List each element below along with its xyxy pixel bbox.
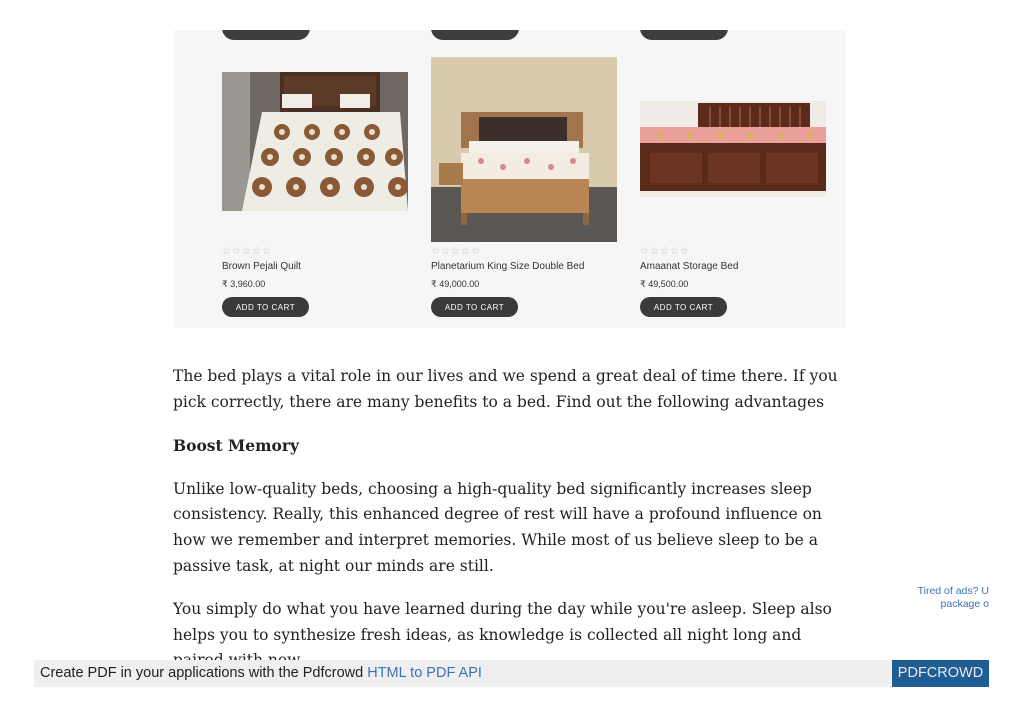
article-paragraph: Unlike low-quality beds, choosing a high-quality bed significantly increases sleep consistency. Really, this enhanced degree of rest will have a profound influence on how we remember and interpret memories. While most of us believe sleep to be a passive task, at night our minds are still. [173,479,822,575]
product-price: ₹ 49,500.00 [640,279,689,289]
product-name[interactable]: Planetarium King Size Double Bed [431,261,585,272]
article-intro: The bed plays a vital role in our lives and we spend a great deal of time there. If you pick correctly, there are many benefits to a bed. Find out the following advantages [173,367,838,411]
king-bed-image[interactable] [431,57,617,242]
product-card[interactable] [431,30,617,328]
html-to-pdf-api-link[interactable]: HTML to PDF API [367,665,482,681]
add-to-cart-button[interactable]: ADD TO CART [222,297,309,317]
pdfcrowd-brand-button[interactable]: PDFCROWD [892,660,989,687]
product-name[interactable]: Brown Pejali Quilt [222,261,301,272]
rating-stars: ☆☆☆☆☆ [431,246,481,257]
add-to-cart-button[interactable]: ADD TO CART [640,297,727,317]
add-to-cart-button[interactable]: ADD TO CART [431,297,518,317]
product-price: ₹ 49,000.00 [431,279,480,289]
product-grid [174,30,846,328]
footer-text [40,665,482,681]
rating-stars: ☆☆☆☆☆ [222,246,272,257]
product-card[interactable] [640,30,826,328]
ad-removal-note[interactable] [905,585,989,611]
product-card[interactable] [222,30,408,328]
section-heading: Boost Memory [173,436,299,456]
storage-bed-image[interactable] [640,101,826,197]
product-price: ₹ 3,960.00 [222,279,266,289]
article-paragraph: You simply do what you have learned during the day while you're asleep. Sleep also helps you to synthesize fresh ideas, as knowledge is collected all night long and [173,600,832,644]
ad-note-line[interactable]: Tired of ads? U [917,585,989,597]
ad-note-line[interactable]: package o [940,598,989,610]
quilt-bed-image[interactable] [222,72,408,211]
article-body [173,364,843,692]
footer-message: Create PDF in your applications with the Pdfcrowd [40,665,368,681]
pdfcrowd-footer-bar [34,660,989,687]
rating-stars: ☆☆☆☆☆ [640,246,690,257]
product-name[interactable]: Amaanat Storage Bed [640,261,739,272]
